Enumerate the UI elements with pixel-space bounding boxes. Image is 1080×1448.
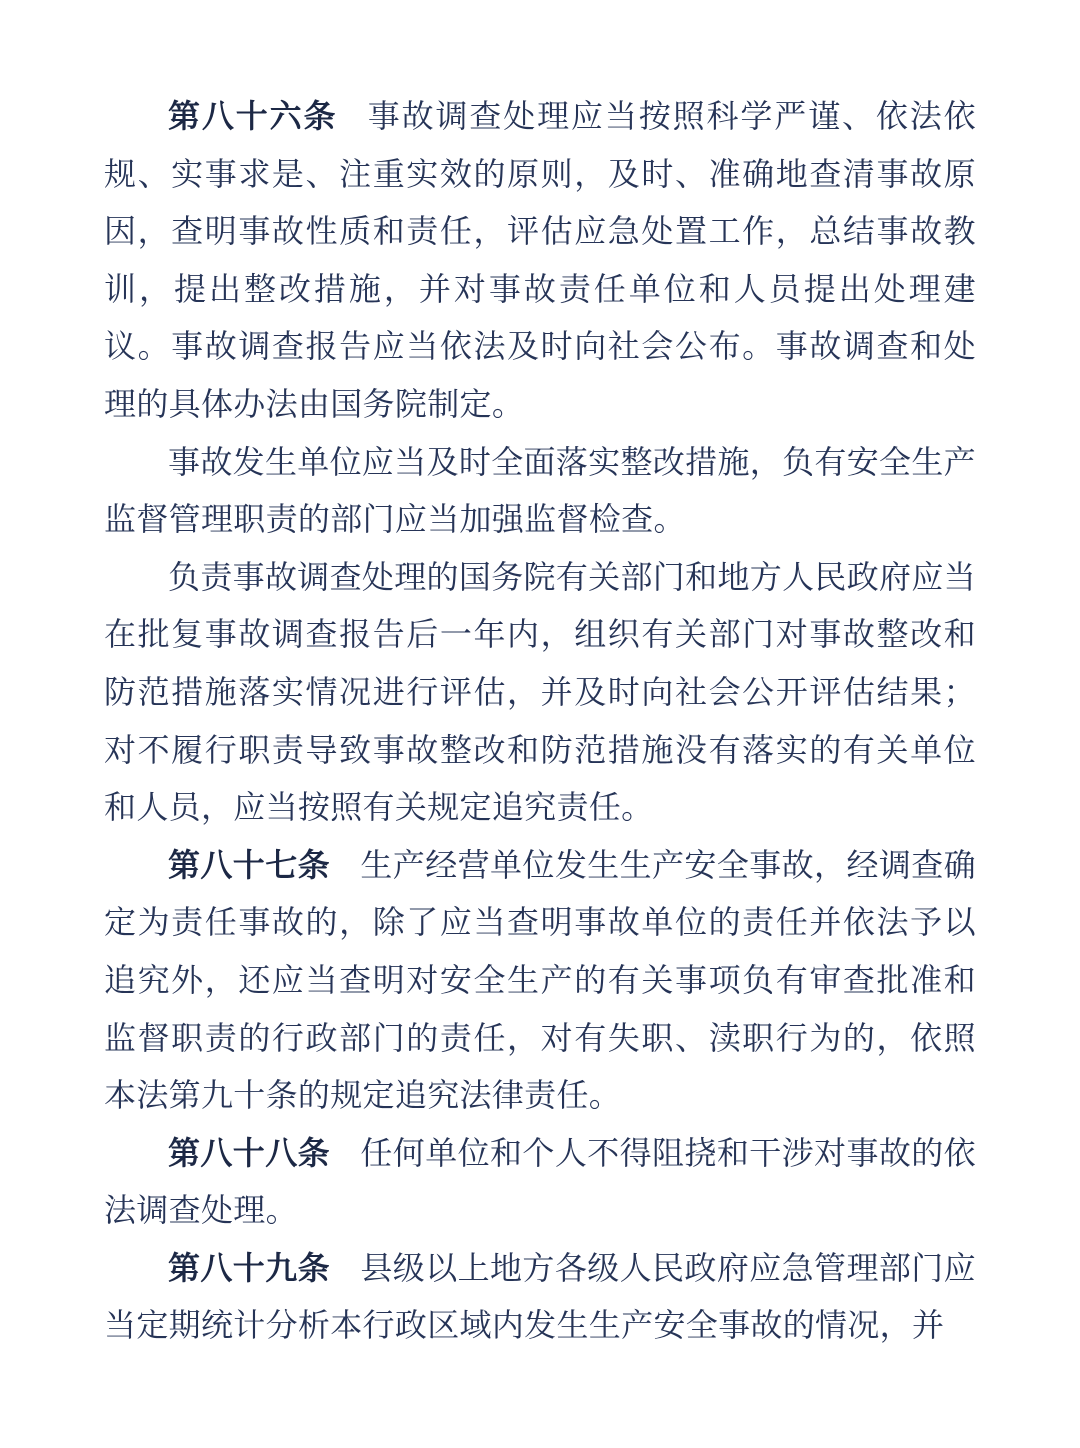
article-number-89: 第八十九条: [168, 1249, 331, 1286]
paragraph-text: 县级以上地方各级人民政府应急管理部门应当定期统计分析本行政区域内发生生产安全事故的情况，并: [104, 1249, 976, 1344]
paragraph-text: 生产经营单位发生生产安全事故，经调查确定为责任事故的，除了应当查明事故单位的责任并依法予以追究外，还应当查明对安全生产的有关事项负有审查批准和监督职责的行政部门的责任，对有失职、渎职行为的，依照本法第九十条的规定追究法律责任。: [104, 846, 976, 1114]
paragraph-article-86-cont-1: [104, 434, 976, 549]
paragraph-text: 任何单位和个人不得阻挠和干涉对事故的依法调查处理。: [104, 1134, 976, 1229]
article-number-88: 第八十八条: [168, 1134, 331, 1171]
paragraph-text: 事故调查处理应当按照科学严谨、依法依规、实事求是、注重实效的原则，及时、准确地查清事故原因，查明事故性质和责任，评估应急处置工作，总结事故教训，提出整改措施，并对事故责任单位和人员提出处理建议。事故调查报告应当依法及时向社会公布。事故调查和处理的具体办法由国务院制定。: [104, 98, 976, 422]
paragraph-article-86-cont-2: [104, 549, 976, 837]
paragraph-article-87: [104, 837, 976, 1125]
paragraph-text: 事故发生单位应当及时全面落实整改措施，负有安全生产监督管理职责的部门应当加强监督检查。: [104, 443, 977, 538]
paragraph-text: 负责事故调查处理的国务院有关部门和地方人民政府应当在批复事故调查报告后一年内，组织有关部门对事故整改和防范措施落实情况进行评估，并及时向社会公开评估结果；对不履行职责导致事故整改和防范措施没有落实的有关单位和人员，应当按照有关规定追究责任。: [104, 558, 977, 826]
article-number-86: 第八十六条: [168, 98, 338, 134]
paragraph-article-89: [104, 1240, 976, 1355]
paragraph-article-86: [104, 88, 976, 434]
paragraph-article-88: [104, 1125, 976, 1240]
article-number-87: 第八十七条: [168, 846, 331, 883]
